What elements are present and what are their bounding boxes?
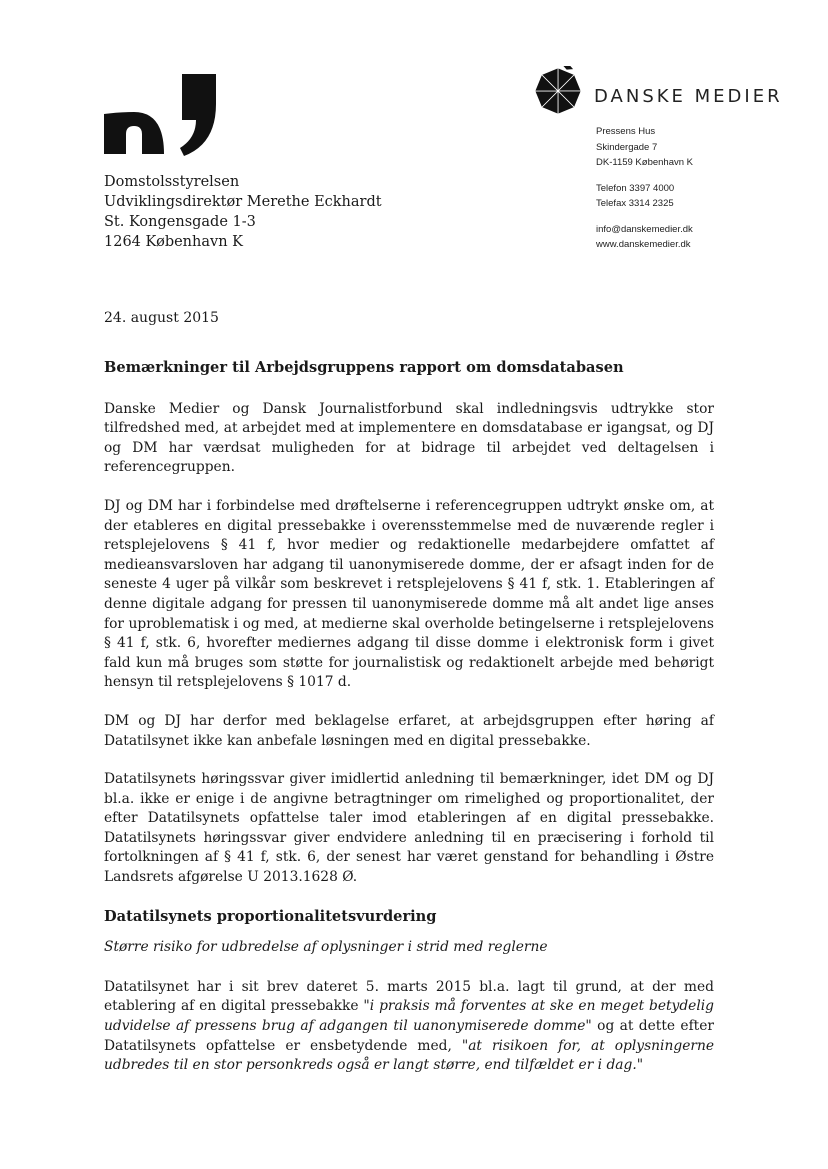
quote-text: "at risikoen for, at oplysningerne udbredes til en stor personkreds også er langt større, end tilfældet er i dag." <box>104 1037 715 1074</box>
organization-name: DANSKE MEDIER <box>594 86 783 107</box>
recipient-address-block <box>104 172 382 252</box>
sender-address-line: Pressens Hus <box>596 126 656 137</box>
sender-fax: Telefax 3314 2325 <box>596 198 674 209</box>
letter-body <box>104 358 714 1095</box>
danske-medier-logo-icon <box>533 66 583 116</box>
letter-date: 24. august 2015 <box>104 310 219 326</box>
recipient-line: St. Kongensgade 1-3 <box>104 214 256 230</box>
section-subheading: Større risiko for udbredelse af oplysninger i strid med reglerne <box>104 939 548 956</box>
section-heading: Datatilsynets proportionalitetsvurdering <box>104 907 437 925</box>
recipient-line: Domstolsstyrelsen <box>104 174 240 190</box>
paragraph-text: Datatilsynet har i sit brev dateret 5. marts 2015 bl.a. lagt til grund, at der med etablering af en digital pressebakke <box>104 978 714 1015</box>
paragraph-text: og at dette efter Datatilsynets opfattelse er ensbetydende med, <box>104 1018 714 1054</box>
sender-phone: Telefon 3397 4000 <box>596 182 675 194</box>
body-paragraph: DM og DJ har derfor med beklagelse erfaret, at arbejdsgruppen efter høring af Datatilsynet ikke kan anbefale løsningen med en digital pressebakke. <box>104 712 714 749</box>
quote-text: "i praksis må forventes at ske en meget betydelig udvidelse af pressens brug af adgangen til uanonymiserede domme" <box>104 998 714 1035</box>
body-paragraph: Datatilsynets høringssvar giver imidlertid anledning til bemærkninger, idet DM og DJ bl.a. ikke er enige i de angivne betragtninger om rimelighed og proportionalitet, der efter Datatilsynets opfattelse taler imod etableringen af en digital pressebakke. Datatilsynets høringssvar giver endvidere anledning til en præcisering i forhold til fortolkningen af § 41 f, stk. 6, der senest har været genstand for behandling i Østre Landsrets afgørelse U 2013.1628 Ø. <box>104 771 714 886</box>
body-paragraph <box>104 978 714 1076</box>
dj-logo-icon <box>104 74 220 156</box>
sender-address-block <box>596 124 693 253</box>
body-paragraph: Danske Medier og Dansk Journalistforbund skal indledningsvis udtrykke stor tilfredshed med, at arbejdet med at implementere en domsdatabase er igangsat, og DJ og DM har værdsat muligheden for at bidrage til arbejdet ved deltagelsen i referencegruppen. <box>104 400 714 476</box>
letter-subject: Bemærkninger til Arbejdsgruppens rapport om domsdatabasen <box>104 359 624 376</box>
sender-address-line: DK-1159 København K <box>596 157 693 168</box>
recipient-line: Udviklingsdirektør Merethe Eckhardt <box>104 194 382 210</box>
recipient-line: 1264 København K <box>104 234 243 250</box>
sender-address-line: Skindergade 7 <box>596 141 658 153</box>
sender-website: www.danskemedier.dk <box>596 239 691 250</box>
body-paragraph: DJ og DM har i forbindelse med drøftelserne i referencegruppen udtrykt ønske om, at der etableres en digital pressebakke i overensstemmelse med de nuværende regler i retsplejelovens § 41 f, hvor medier og redaktionelle medarbejdere omfattet af medieansvarsloven har adgang til uanonymiserede domme, der er afsagt inden for de seneste 4 uger på vilkår som beskrevet i retsplejelovens § 41 f, stk. 1. Etableringen af denne digitale adgang for pressen til uanonymiserede domme må alt andet lige anses for uproblematisk i og med, at medierne skal overholde betingelserne i retsplejelovens § 41 f, stk. 6, hvorefter mediernes adgang til disse domme i elektronisk form i givet fald kun må bruges som støtte for journalistisk og redaktionelt arbejde med behørigt hensyn til retsplejelovens § 1017 d. <box>104 497 714 691</box>
sender-email: info@danskemedier.dk <box>596 223 693 235</box>
